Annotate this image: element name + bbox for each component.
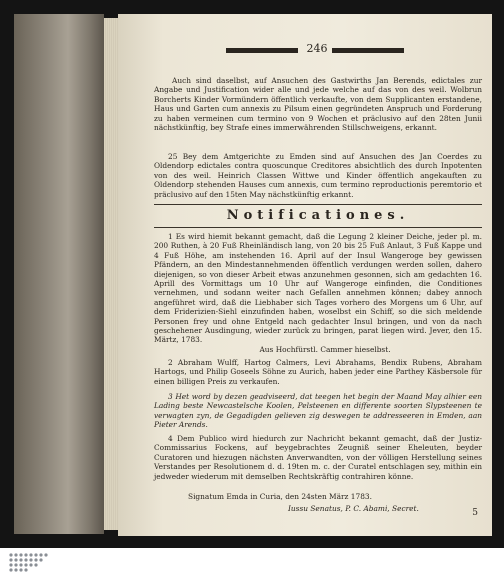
divider-bottom bbox=[154, 227, 482, 228]
paragraph-edictales-coerdes: 25 Bey dem Amtgerichte zu Emden sind auf Ansuchen des Jan Coerdes zu Oldendorp edictales contra quoscunque Creditores absichtlich des durch Inpotenten von des weil. Heinrich Classen Wittwe und Kinder öffentlich angekauften zu Oldendorp stehenden Hauses cum annexis, cum termino reproductionis peremtorio et präclusivo auf den 15ten May nächstkünftig erkannt. bbox=[154, 152, 482, 199]
library-logo-icon bbox=[8, 552, 66, 574]
divider-top bbox=[154, 204, 482, 205]
page-edges bbox=[104, 18, 118, 530]
notice-2-kase: 2 Abraham Wulff, Hartog Calmers, Levi Abrahams, Bendix Rubens, Abraham Hartogs, und Philip Goseels Söhne zu Aurich, haben jeder eine Parthey Käsbersole für einen billigen Preis zu verkaufen. bbox=[154, 358, 482, 386]
signature-date: Signatum Emda in Curia, den 24sten März 1783. bbox=[188, 492, 372, 501]
notice-1-text: 1 Es wird hiemit bekannt gemacht, daß die Legung 2 kleiner Deiche, jeder pl. m. 200 Ruthen, à 20 Fuß Rheinländisch lang, von 20 bis 25 Fuß Anlaut, 3 Fuß Kappe und 4 Fuß Höhe, am instehenden 16. April auf der Insul Wangeroge bey gewissen Pfändern, an den Mindestannehmenden öffentlich verdungen werden sollen, dahero diejenigen, so von dieser Arbeit etwas anzunehmen gesonnen, sich am gedachten 16. Aprill des Vormittags um 10 Uhr auf Wangeroge einfinden, die Conditiones vernehmen, und sodann weiter nach Gefallen annehmen können; dabey annoch angeführet wird, daß die Liebhaber sich Tages vorhero des Morgens um 6 Uhr, auf dem Friderizien-Siehl einzufinden haben, woselbst ein Schiff, so die sich meldende Personen frey und ohne Entgeld nach gedachter Insul bringen, und von da nach geschehener Ausdingung, wieder zurück zu bringen, parat liegen wird. Jever, den 15. Märtz, 1783. bbox=[154, 232, 482, 345]
header-rule-right bbox=[332, 48, 404, 53]
header-rule-left bbox=[226, 48, 298, 53]
document-page bbox=[118, 14, 492, 536]
library-footer-band bbox=[0, 548, 504, 577]
signature-mark: 5 bbox=[472, 508, 478, 518]
book-spine bbox=[14, 14, 104, 534]
paragraph-edictales-berends: Auch sind daselbst, auf Ansuchen des Gastwirths Jan Berends, edictales zur Angabe und Justification wider alle und jede welche auf das von des weil. Wolbrun Borcherts Kinder Vormündern öffentlich verkaufte, von dem Supplicanten erstandene, Haus und Garten cum annexis zu Pilsum einen gegründeten Anspruch und Forderung zu haben vermeinen cum termino von 9 Wochen et präclusivo auf den 28ten Junii nächstkünftig, bey Strafe eines immerwährenden Stillschweigens, erkannt. bbox=[154, 76, 482, 133]
notice-1-deiche bbox=[154, 232, 482, 354]
notice-1-signature: Aus Hochfürstl. Cammer hieselbst. bbox=[259, 344, 391, 354]
signature-secretary: Iussu Senatus, P. C. Abami, Secret. bbox=[288, 504, 419, 513]
section-heading: Notificationes. bbox=[226, 208, 410, 223]
notice-4-curatel: 4 Dem Publico wird hiedurch zur Nachricht bekannt gemacht, daß der Justiz-Commissarius Fockens, auf beygebrachtes Zeugniß seiner Eheleuten, beyder Curatoren und hiezugen nächsten Anverwandten, von der völligen Herstellung seines Verstandes per Resolutionem d. d. 19ten m. c. der Curatel entschlagen sey, mithin ein jedweder wiederum mit demselben Rechtskräftig contrahiren könne. bbox=[154, 434, 482, 481]
notice-3-dutch: 3 Het word by dezen geadviseerd, dat teegen het begin der Maand May alhier een Lading beste Newcastelsche Koolen, Pelsteenen en differente soorten Slypsteenen te verwagten zyn, de Gegadigden gelieven zig deswegen te addresseeren in Emden, aan Pieter Arends. bbox=[154, 392, 482, 430]
page-number: 246 bbox=[306, 42, 328, 55]
